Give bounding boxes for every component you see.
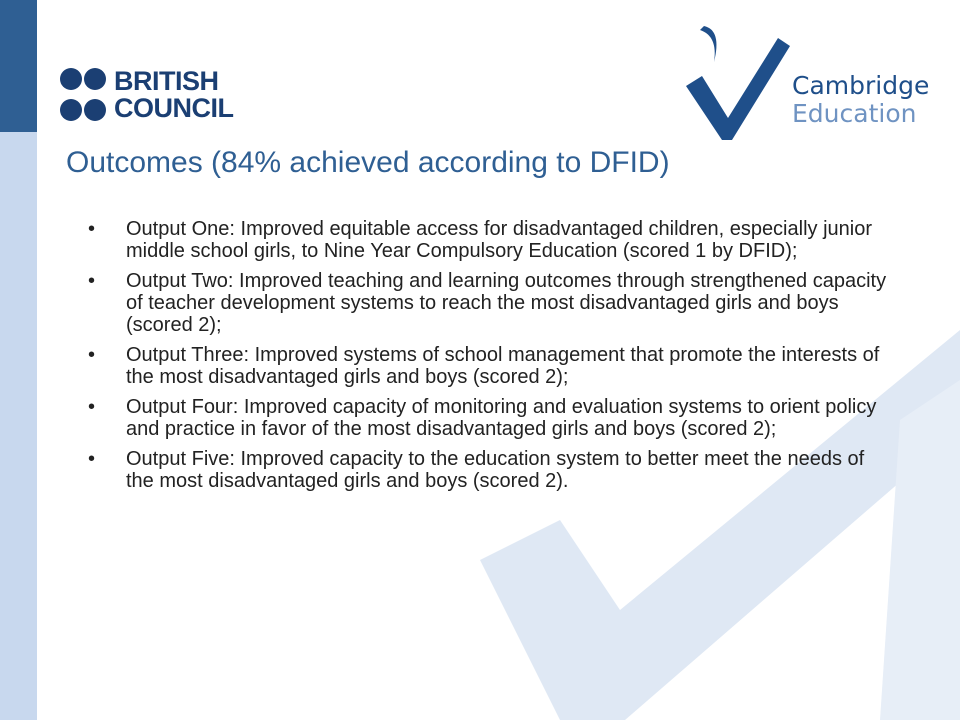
cambridge-line: Cambridge [792, 71, 930, 100]
outputs-list [88, 218, 888, 500]
cambridge-education-logo [682, 22, 952, 142]
british-council-line1: BRITISH [114, 66, 219, 96]
bullet-icon: • [88, 270, 96, 292]
bullet-text: Output One: Improved equitable access for disadvantaged children, especially junior middle school girls, to Nine Year Compulsory Education (scored 1 by DFID); [126, 218, 872, 262]
bullet-text: Output Four: Improved capacity of monitoring and evaluation systems to orient policy and practice in favor of the most disadvantaged girls and boys (scored 2); [126, 396, 877, 440]
british-council-dots-icon [60, 66, 108, 124]
slide-title: Outcomes (84% achieved according to DFID) [66, 146, 670, 179]
bullet-icon: • [88, 344, 96, 366]
bullet-text: Output Five: Improved capacity to the education system to better meet the needs of the most disadvantaged girls and boys (scored 2). [126, 448, 865, 492]
education-line: Education [792, 99, 917, 128]
list-item [88, 270, 888, 336]
list-item [88, 448, 888, 492]
bullet-text: Output Three: Improved systems of school management that promote the interests of the most disadvantaged girls and boys (scored 2); [126, 344, 880, 388]
bullet-text: Output Two: Improved teaching and learning outcomes through strengthened capacity of teacher development systems to reach the most disadvantaged girls and boys (scored 2); [126, 270, 887, 336]
british-council-line2: COUNCIL [114, 93, 234, 123]
bullet-icon: • [88, 396, 96, 418]
cambridge-education-wordmark [792, 72, 929, 128]
british-council-logo [60, 66, 234, 124]
british-council-wordmark [114, 68, 234, 122]
bullet-icon: • [88, 218, 96, 240]
checkmark-icon [682, 22, 792, 140]
list-item [88, 218, 888, 262]
list-item [88, 396, 888, 440]
bullet-icon: • [88, 448, 96, 470]
list-item [88, 344, 888, 388]
